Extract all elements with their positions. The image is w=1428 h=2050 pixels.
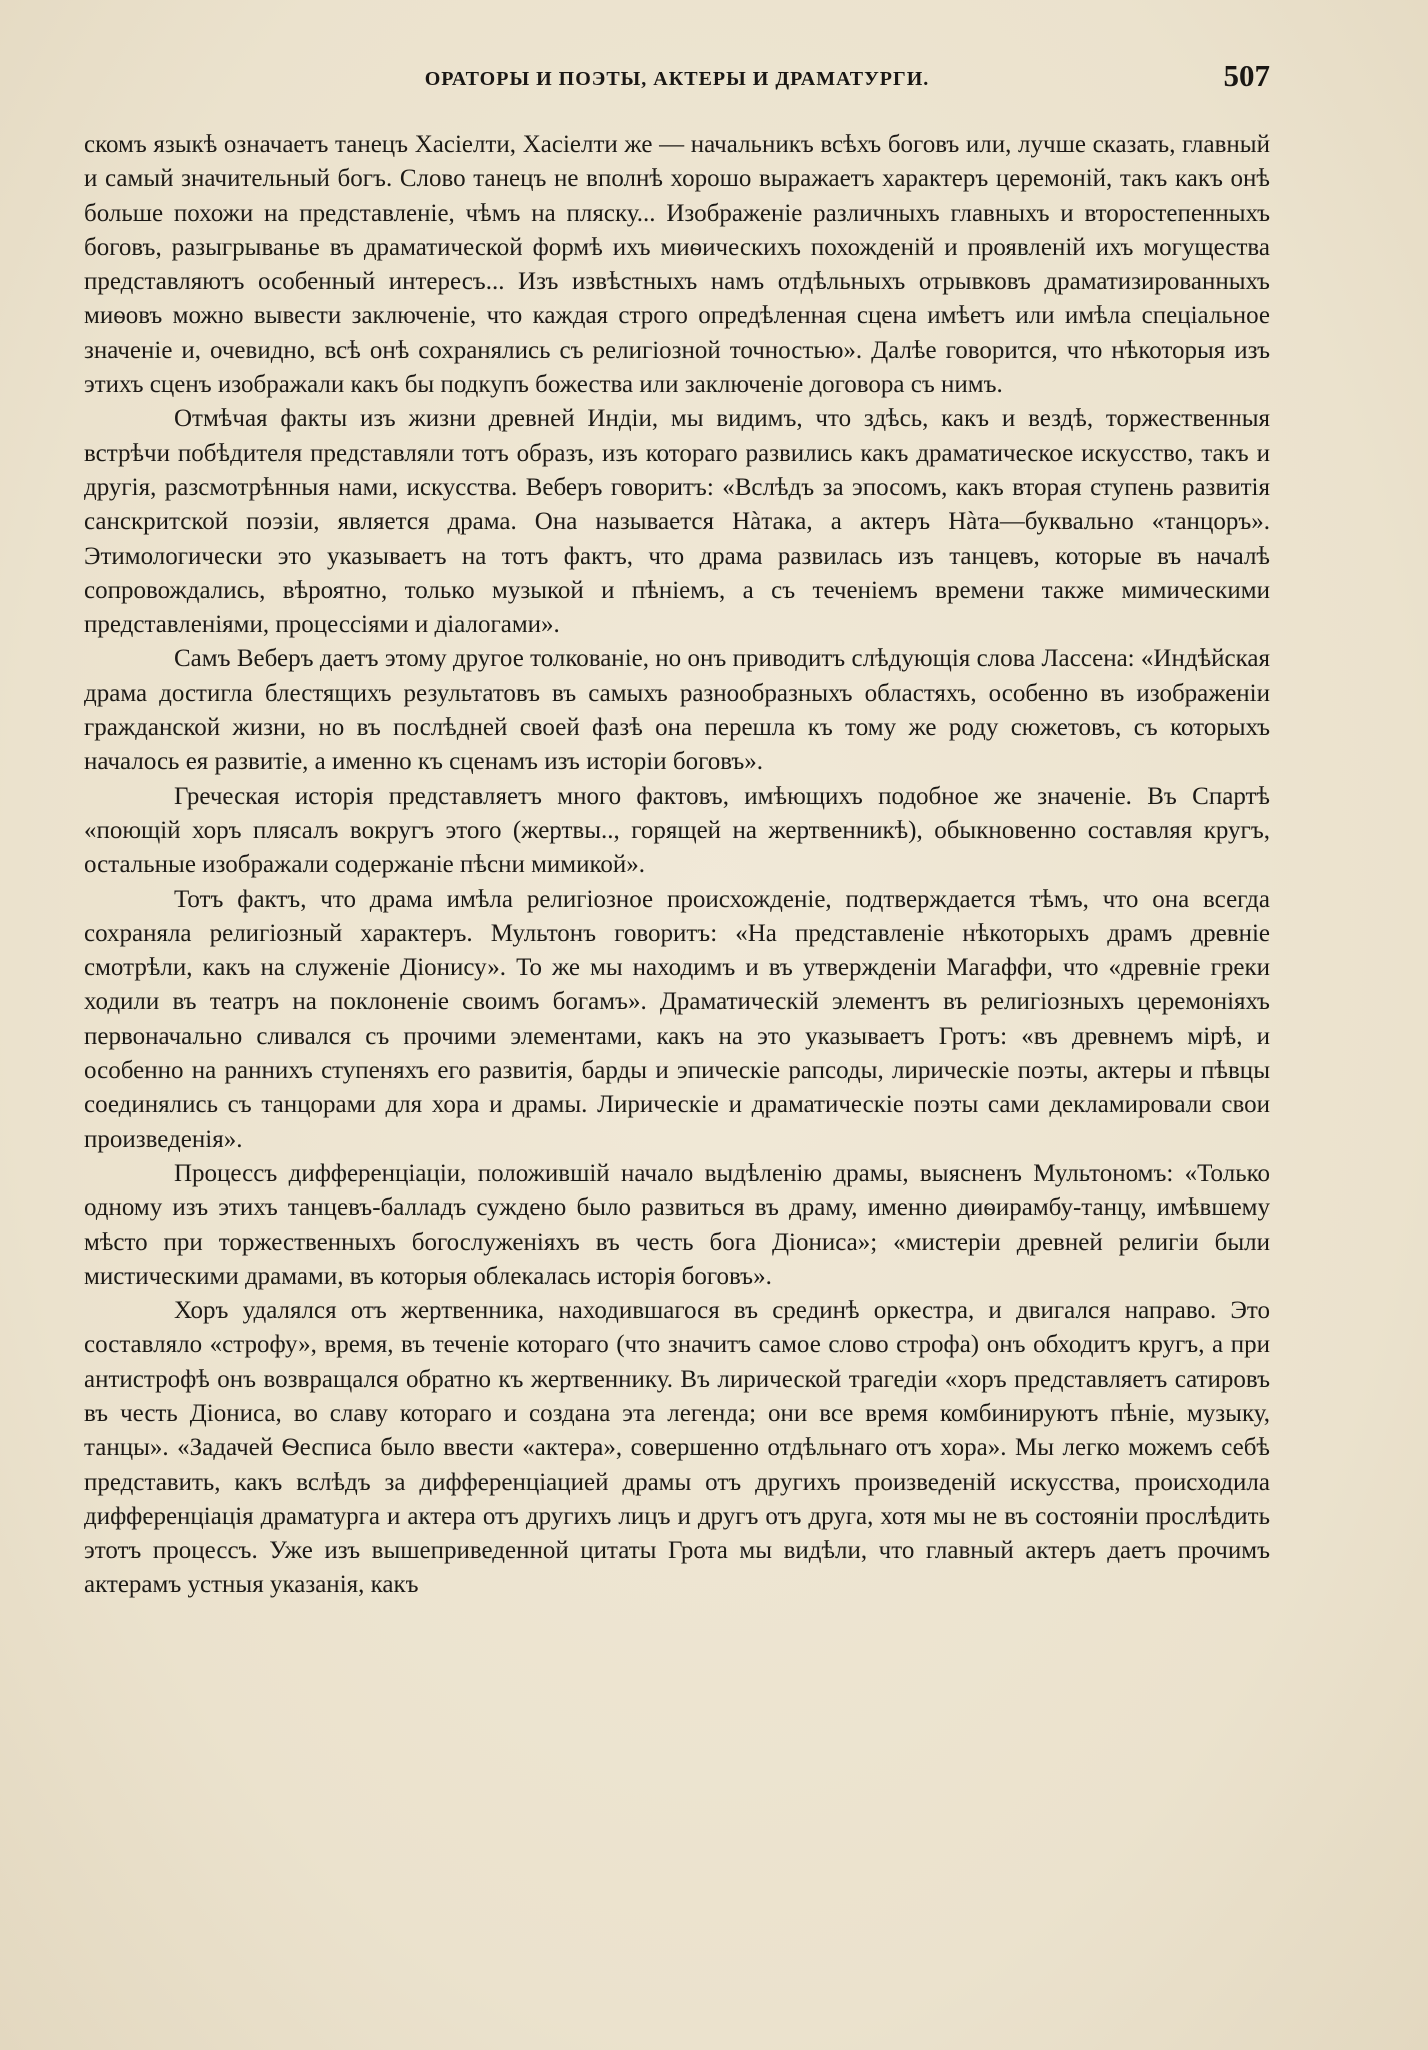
paragraph-6: Процессъ дифференціаціи, положившій начало выдѣленію драмы, выясненъ Мультономъ: «Только одному изъ этихъ танцевъ-балладъ суждено было развиться въ драму, именно диѳирамбу-танцу, имѣвшему мѣсто при торжественныхъ богослуженіяхъ въ честь бога Діониса»; «мистеріи древней религіи были мистическими драмами, въ которыя облекалась исторія боговъ». (84, 1159, 1270, 1290)
paragraph-3: Самъ Веберъ даетъ этому другое толкованіе, но онъ приводитъ слѣдующія слова Лассена: «Индѣйская драма достигла блестящихъ результатовъ въ самыхъ разнообразныхъ областяхъ, особенно въ изображеніи гражданской жизни, но въ послѣдней своей фазѣ она перешла къ тому же роду сюжетовъ, съ которыхъ началось ея развитіе, а именно къ сценамъ изъ исторіи боговъ». (84, 645, 1270, 776)
paragraph-5: Тотъ фактъ, что драма имѣла религіозное происхожденіе, подтверждается тѣмъ, что она всегда сохраняла религіозный характеръ. Мультонъ говоритъ: «На представленіе нѣкоторыхъ драмъ древніе смотрѣли, какъ на служеніе Діонису». То же мы находимъ и въ утвержденіи Магаффи, что «древніе греки ходили въ театръ на поклоненіе своимъ богамъ». Драматическій элементъ въ религіозныхъ церемоніяхъ первоначально сливался съ прочими элементами, какъ на это указываетъ Гротъ: «въ древнемъ мірѣ, и особенно на раннихъ ступеняхъ его развитія, барды и эпическіе рапсоды, лирическіе поэты, актеры и пѣвцы соединялись съ танцорами для хора и драмы. Лирическіе и драматическіе поэты сами декламировали свои произведенія». (84, 885, 1270, 1153)
paragraph-4: Греческая исторія представляетъ много фактовъ, имѣющихъ подобное же значеніе. Въ Спартѣ «поющій хоръ плясалъ вокругъ этого (жертвы.., горящей на жертвенникѣ), обыкновенно составляя кругъ, остальные изображали содержаніе пѣсни мимикой». (84, 782, 1270, 879)
running-head: ОРАТОРЫ И ПОЭТЫ, АКТЕРЫ И ДРАМАТУРГИ. (424, 68, 930, 90)
paragraph-1: скомъ языкѣ означаетъ танецъ Хасіелти, Хасіелти же — начальникъ всѣхъ боговъ или, лучше сказать, главный и самый значительный богъ. Слово танецъ не вполнѣ хорошо выражаетъ характеръ церемоній, такъ какъ онѣ больше похожи на представленіе, чѣмъ на пляску... Изображеніе различныхъ главныхъ и второстепенныхъ боговъ, разыгрыванье въ драматической формѣ ихъ миѳическихъ похожденій и проявленій ихъ могущества представляютъ особенный интересъ... Изъ извѣстныхъ намъ отдѣльныхъ отрывковъ драматизированныхъ миѳовъ можно вывести заключеніе, что каждая строго опредѣленная сцена имѣетъ или имѣла спеціальное значеніе и, очевидно, всѣ онѣ сохранялись съ религіозной точностью». Далѣе говорится, что нѣкоторыя изъ этихъ сценъ изображали какъ бы подкупъ божества или заключеніе договора съ нимъ. (84, 131, 1270, 399)
page-header (84, 58, 1270, 98)
body-text (84, 128, 1270, 1603)
page-number: 507 (1223, 58, 1270, 93)
paragraph-2: Отмѣчая факты изъ жизни древней Индіи, мы видимъ, что здѣсь, какъ и вездѣ, торжественныя встрѣчи побѣдителя представляли тотъ образъ, изъ котораго развились какъ драматическое искусство, такъ и другія, разсмотрѣнныя нами, искусства. Веберъ говоритъ: «Вслѣдъ за эпосомъ, какъ вторая ступень развитія санскритской поэзіи, является драма. Она называется Нàтака, а актеръ Нàта—буквально «танцоръ». Этимологически это указываетъ на тотъ фактъ, что драма развилась изъ танцевъ, которые въ началѣ сопровождались, вѣроятно, только музыкой и пѣніемъ, а съ теченіемъ времени также мимическими представленіями, процессіями и діалогами». (84, 405, 1270, 639)
paragraph-7: Хоръ удалялся отъ жертвенника, находившагося въ срединѣ оркестра, и двигался направо. Это составляло «строфу», время, въ теченіе котораго (что значитъ самое слово строфа) онъ обходитъ кругъ, а при антистрофѣ онъ возвращался обратно къ жертвеннику. Въ лирической трагедіи «хоръ представляетъ сатировъ въ честь Діониса, во славу котораго и создана эта легенда; они все время комбинируютъ пѣніе, музыку, танцы». «Задачей Ѳесписа было ввести «актера», совершенно отдѣльнаго отъ хора». Мы легко можемъ себѣ представить, какъ вслѣдъ за дифференціацией драмы отъ другихъ произведеній искусства, происходила дифференціація драматурга и актера отъ другихъ лицъ и другъ отъ друга, хотя мы не въ состояніи прослѣдить этотъ процессъ. Уже изъ вышеприведенной цитаты Грота мы видѣли, что главный актеръ даетъ прочимъ актерамъ устныя указанія, какъ (84, 1297, 1270, 1599)
